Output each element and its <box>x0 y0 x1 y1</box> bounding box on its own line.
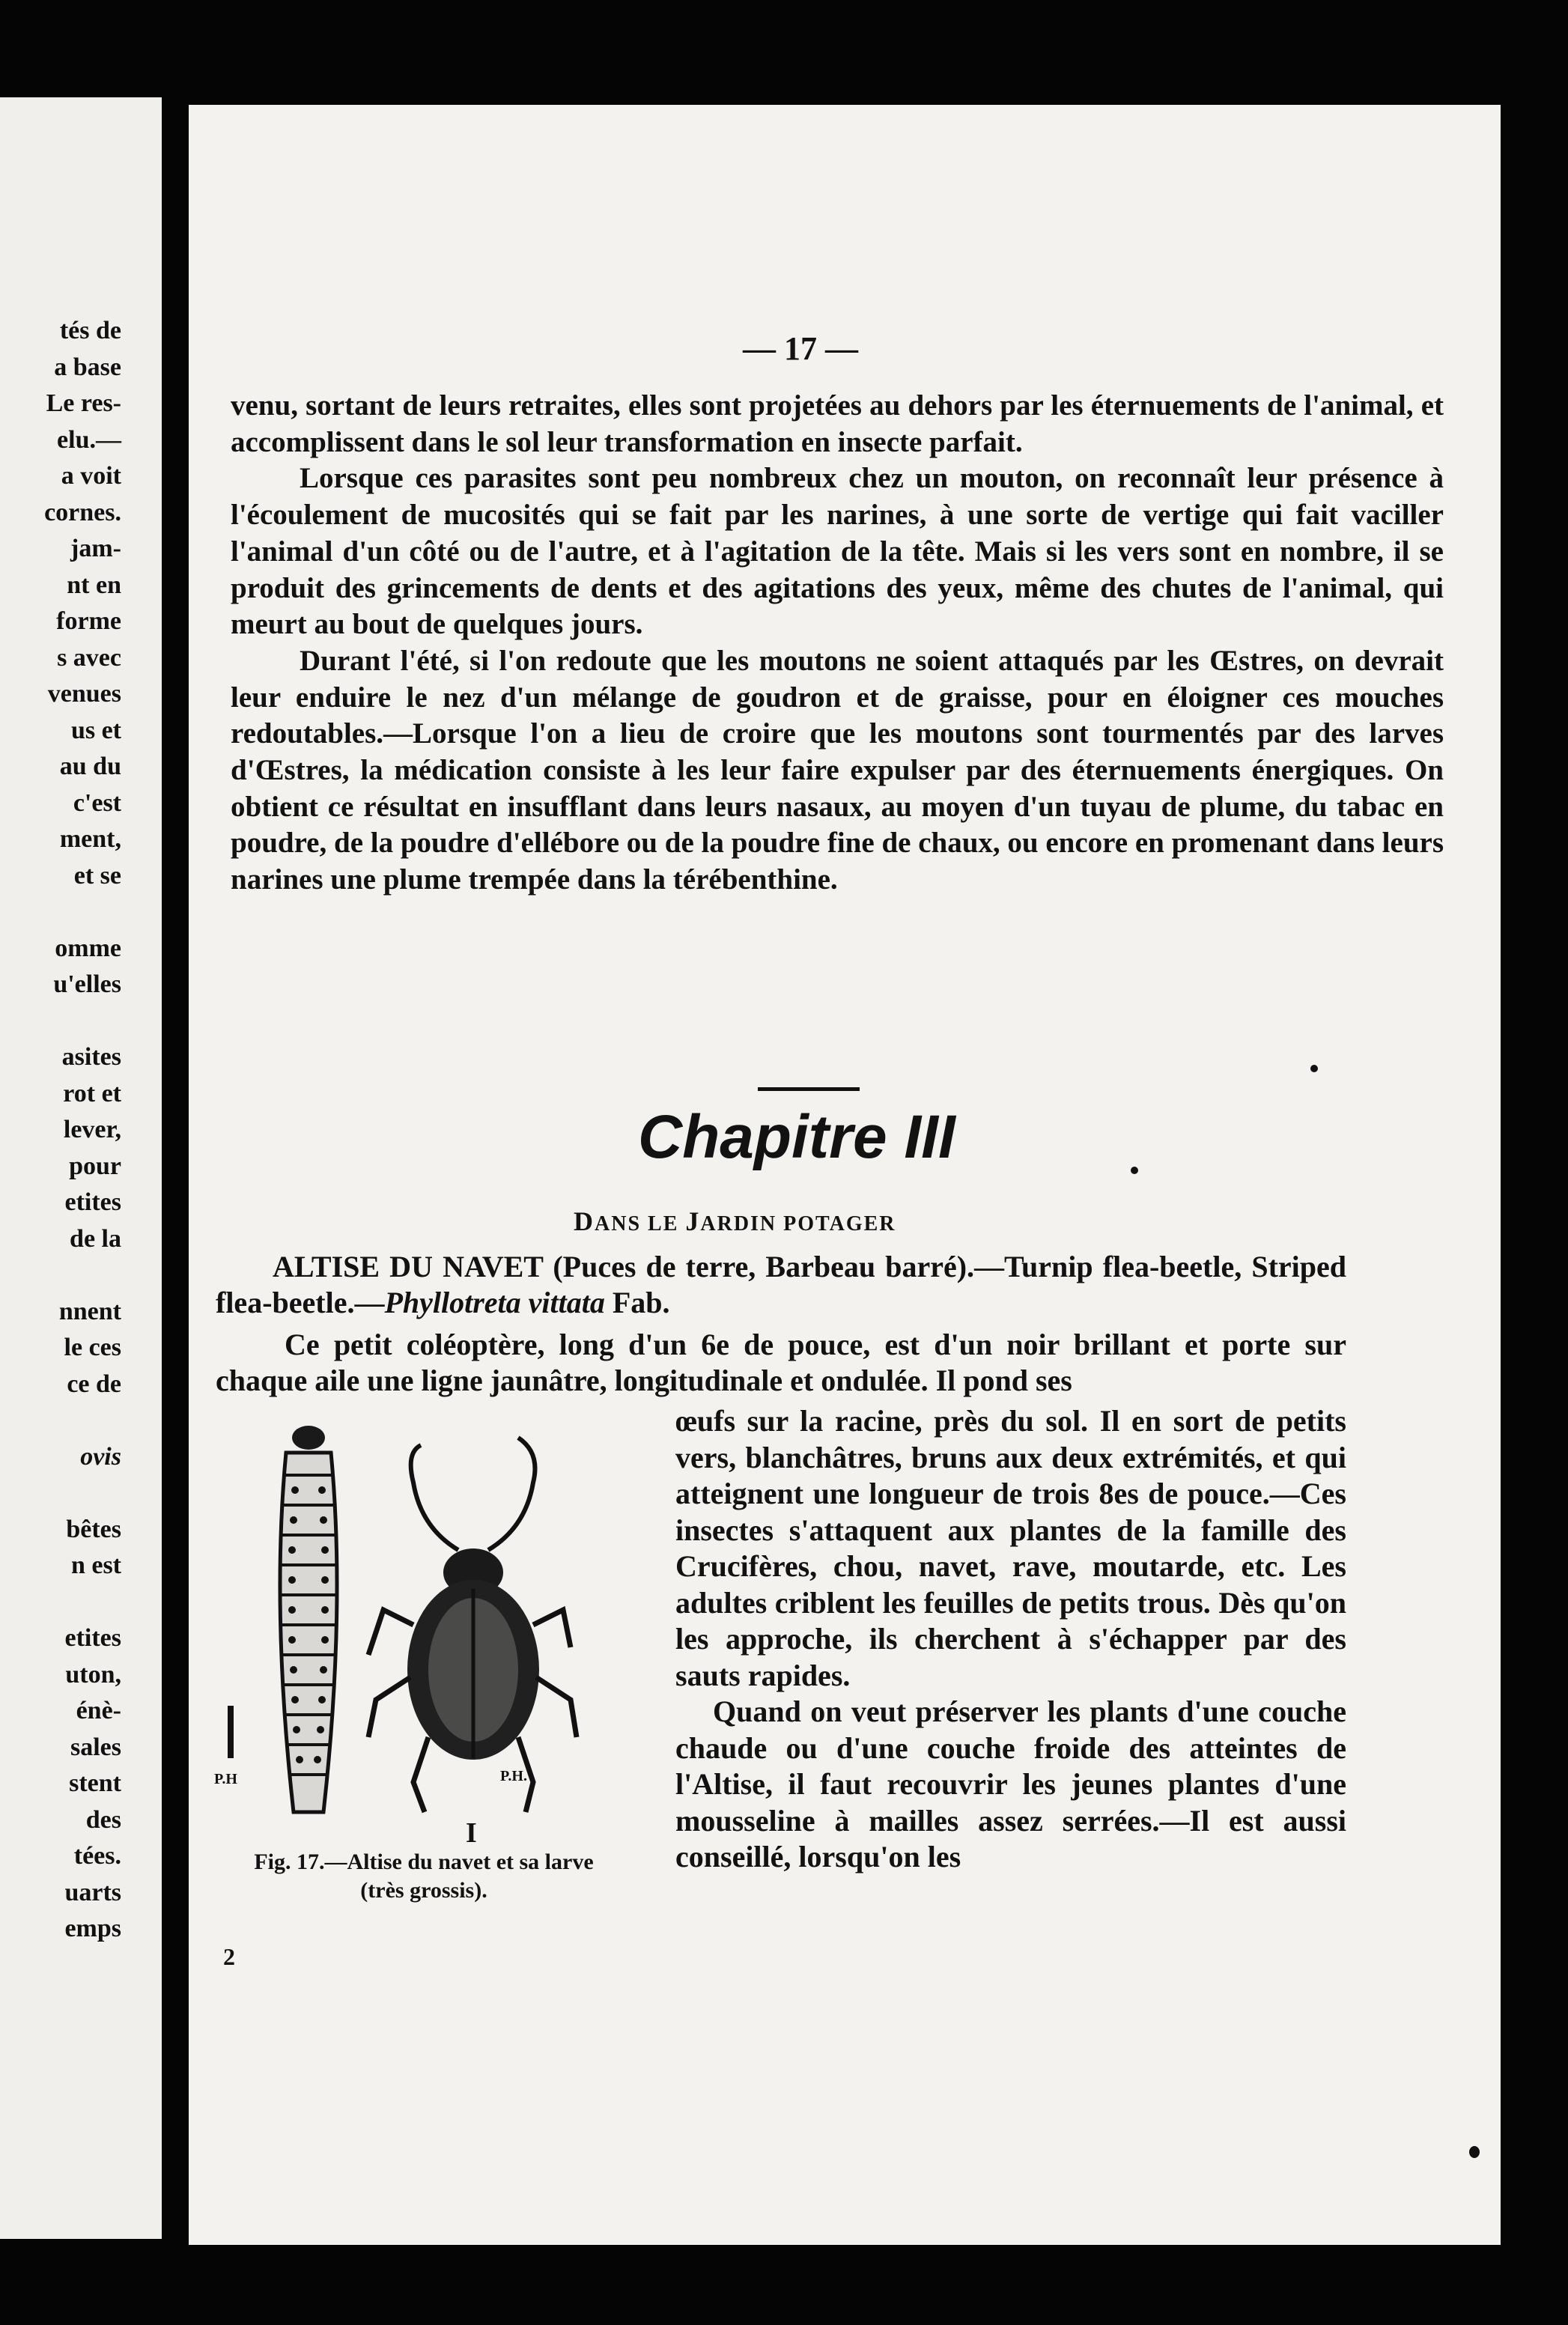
left-page-line: sales <box>70 1733 121 1761</box>
left-page-line: ment, <box>59 825 121 853</box>
section-title-part-2: ARDIN POTAGER <box>700 1212 896 1236</box>
beetle-intro <box>216 1327 1346 1399</box>
left-page-line: elu.— <box>57 425 121 454</box>
left-page-line: u'elles <box>53 970 121 998</box>
left-page-line: Le res- <box>46 389 121 417</box>
main-page <box>189 105 1501 2245</box>
left-page-line <box>44 1257 121 1294</box>
section-title-part-1: ANS LE <box>595 1212 686 1236</box>
left-page-line: a base <box>54 353 121 381</box>
paragraph-3: Durant l'été, si l'on redoute que les moutons ne soient attaqués par les Œstres, on devrait leur enduire le nez d'un mélange de goudron et de graisse, pour en éloigner ces mouches redoutables.—Lorsque l'on a lieu de croire que les moutons sont tourmentés par des larves d'Œstres, la médication consiste à les leur faire expulser par des éternuements énergiques. On obtient ce résultat en insufflant dans leurs nasaux, au moyen d'un tuyau de plume, du tabac en poudre, de la poudre d'ellébore ou de la poudre fine de chaux, ou encore en promenant dans leurs narines une plume trempée dans la térébenthine. <box>231 644 1444 896</box>
left-page-line: tés de <box>59 317 121 344</box>
speck <box>1131 1167 1138 1174</box>
left-page-line: le ces <box>64 1334 121 1361</box>
figure-label-larva: P.H <box>214 1771 237 1787</box>
right-column-paragraph-1: œufs sur la racine, près du sol. Il en sort de petits vers, blanchâtres, bruns aux deux extrémités, et qui atteignent une longueur de trois 8es de pouce.—Ces insectes s'attaquent aux plantes de la famille des Crucifères, chou, navet, rave, moutarde, etc. Les adultes criblent les feuilles de petits trous. Dès qu'on les approche, ils cherchent à s'échapper par des sauts rapides. <box>675 1404 1346 1692</box>
left-page-line: des <box>85 1805 121 1834</box>
left-page-line: pour <box>69 1152 121 1180</box>
chapter-title: Chapitre III <box>638 1103 955 1171</box>
left-page-line: au du <box>59 753 121 780</box>
paragraph-2: Lorsque ces parasites sont peu nombreux chez un mouton, on reconnaît leur présence à l'écoulement de mucosités qui se fait par les narines, à une sorte de vertige qui fait vaciller l'animal d'un côté ou de l'autre, et à l'agitation de la tête. Mais si les vers sont en nombre, il se produit des grincements de dents et des agitations des yeux, même des chutes de l'animal, qui meurt au bout de quelques jours. <box>231 462 1444 641</box>
speck <box>1469 2146 1480 2158</box>
signature-mark: 2 <box>223 1943 235 1970</box>
left-page-line: uarts <box>64 1878 121 1906</box>
species-author: Fab. <box>604 1286 670 1319</box>
paragraph-1: venu, sortant de leurs retraites, elles sont projetées au dehors par les éternuements de l'animal, et accomplissent dans le sol leur transformation en insecte parfait. <box>231 389 1444 458</box>
left-page-line: forme <box>56 607 121 635</box>
left-page-line: omme <box>55 934 121 962</box>
figure-17-illustration <box>211 1423 630 1842</box>
page-number: — 17 — <box>743 330 858 367</box>
left-page-line: stent <box>69 1769 121 1797</box>
left-page-line: us et <box>70 716 121 744</box>
figure-caption-line-2: (très grossis). <box>360 1878 487 1903</box>
left-page-line: nt en <box>67 571 121 599</box>
speck <box>1310 1065 1318 1072</box>
species-latin-name: Phyllotreta vittata <box>384 1286 605 1319</box>
chapter-rule <box>758 1087 860 1091</box>
beetle-drawing <box>368 1438 577 1842</box>
left-page-line: nnent <box>58 1297 121 1325</box>
left-page-line: jam- <box>70 535 121 562</box>
left-page-line <box>44 1402 121 1439</box>
left-page-line: venues <box>47 680 121 708</box>
species-common-names: (Puces de terre, Barbeau barré).—Turnip flea-beetle, Striped flea-beetle.— <box>216 1250 1347 1319</box>
left-page-line: bêtes <box>66 1515 121 1543</box>
left-page-text-column <box>44 313 121 1948</box>
left-page-line: a voit <box>61 462 121 490</box>
body-text <box>231 388 1444 899</box>
left-page-line: asites <box>61 1043 121 1071</box>
left-page-line <box>44 894 121 931</box>
figure-label-beetle: P.H. <box>500 1768 527 1784</box>
left-page-line: cornes. <box>44 498 121 526</box>
figure-caption <box>207 1848 641 1905</box>
right-column-text <box>675 1403 1346 1876</box>
left-page-line: etites <box>64 1624 121 1652</box>
left-page-line <box>44 1475 121 1512</box>
left-page-line: énè- <box>76 1697 121 1724</box>
section-title <box>574 1206 896 1237</box>
left-page-line: c'est <box>73 788 121 817</box>
figure-caption-line-1: Fig. 17.—Altise du navet et sa larve <box>254 1850 594 1874</box>
left-page-line: lever, <box>63 1116 121 1143</box>
species-heading <box>216 1249 1346 1321</box>
left-page-line: de la <box>70 1224 121 1253</box>
left-page-line: tées. <box>73 1842 121 1870</box>
right-column-paragraph-2: Quand on veut préserver les plants d'une couche chaude ou d'une couche froide des atteintes de l'Altise, il faut recouvrir les jeunes plantes d'une mousseline à mailles assez serrées.—Il est aussi conseillé, lorsqu'on les <box>675 1695 1346 1873</box>
left-page-line: n est <box>70 1551 121 1579</box>
figure-label-numeral: I <box>466 1817 477 1842</box>
left-page-line: et se <box>73 861 121 890</box>
left-page-line <box>44 1003 121 1040</box>
left-page-line: etites <box>64 1188 121 1216</box>
section-title-initial-2: J <box>685 1206 701 1236</box>
left-page-line: rot et <box>63 1079 121 1107</box>
left-page-fragment <box>0 97 162 2239</box>
left-page-line <box>44 1584 121 1621</box>
species-name: ALTISE DU NAVET <box>273 1250 544 1283</box>
left-page-line: s avec <box>57 643 121 672</box>
beetle-intro-paragraph: Ce petit coléoptère, long d'un 6e de pouce, est d'un noir brillant et porte sur chaque aile une ligne jaunâtre, longitudinale et ondulée. Il pond ses <box>216 1328 1346 1397</box>
left-page-line: ce de <box>67 1370 121 1398</box>
left-page-line: uton, <box>65 1660 121 1689</box>
left-page-line: emps <box>64 1915 121 1942</box>
section-title-initial-1: D <box>574 1206 595 1236</box>
left-page-line: ovis <box>80 1442 121 1471</box>
larva-drawing <box>228 1426 337 1812</box>
